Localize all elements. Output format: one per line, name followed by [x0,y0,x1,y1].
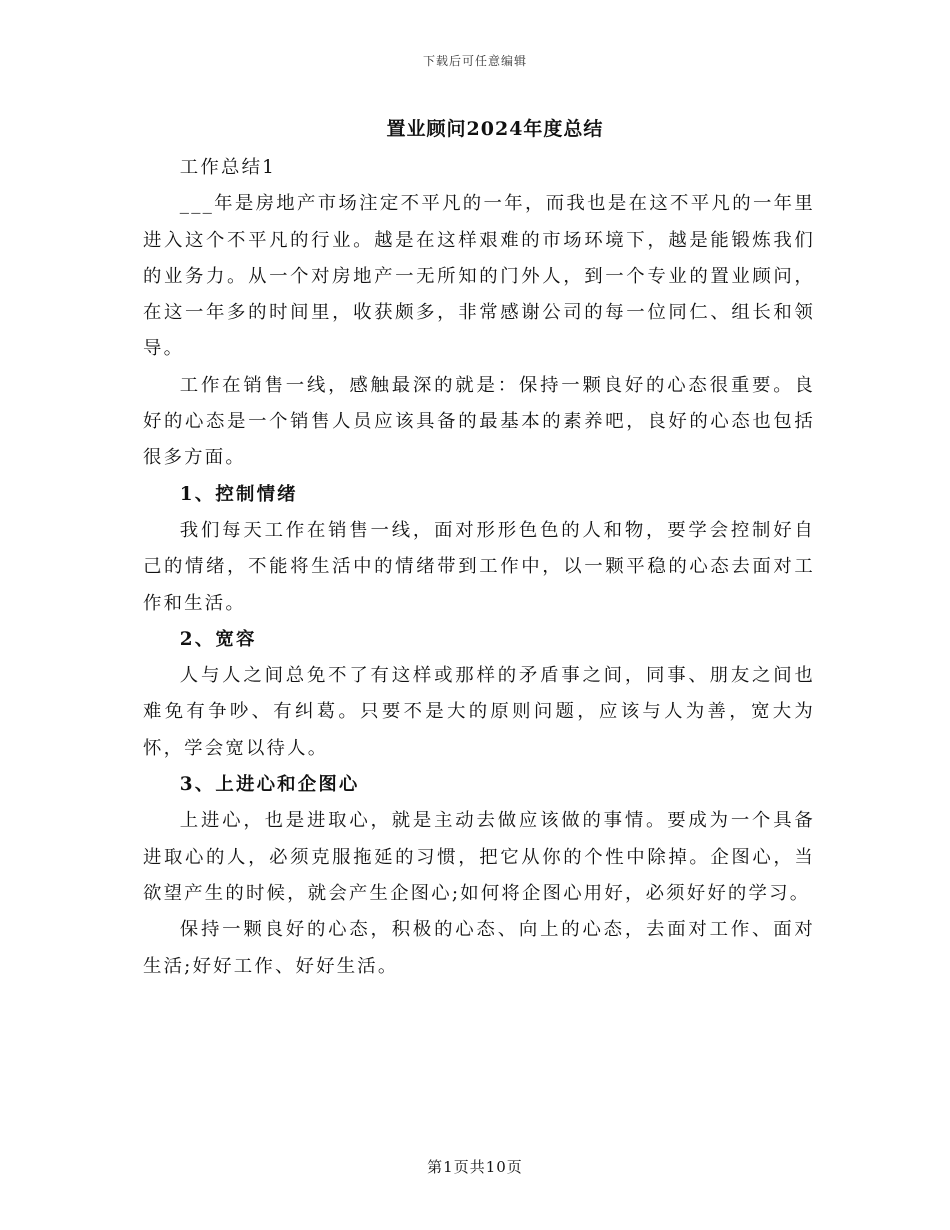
paragraph-intro: ___年是房地产市场注定不平凡的一年，而我也是在这不平凡的一年里进入这个不平凡的行业。越是在这样艰难的市场环境下，越是能锻炼我们的业务力。从一个对房地产一无所知的门外人，到一个专业的置业顾问，在这一年多的时间里，收获颇多，非常感谢公司的每一位同仁、组长和领导。 [143,193,815,360]
page-number-footer: 第1页共10页 [427,1158,523,1176]
section-label: 工作总结1 [179,157,277,178]
paragraph-control-emotion: 我们每天工作在销售一线，面对形形色色的人和物，要学会控制好自己的情绪，不能将生活中的情绪带到工作中，以一颗平稳的心态去面对工作和生活。 [143,519,815,614]
paragraph-tolerance: 人与人之间总免不了有这样或那样的矛盾事之间，同事、朋友之间也难免有争吵、有纠葛。只要不是大的原则问题，应该与人为善，宽大为怀，学会宽以待人。 [143,665,815,759]
heading-tolerance: 2、宽容 [179,628,257,650]
document-body [143,150,815,985]
paragraph-ambition: 上进心，也是进取心，就是主动去做应该做的事情。要成为一个具备进取心的人，必须克服拖延的习惯，把它从你的个性中除掉。企图心，当欲望产生的时候，就会产生企图心;如何将企图心用好，必须好好的学习。 [143,810,815,904]
paragraph-closing: 保持一颗良好的心态，积极的心态、向上的心态，去面对工作、面对生活;好好工作、好好生活。 [143,919,815,977]
heading-control-emotion: 1、控制情绪 [179,483,298,505]
paragraph-attitude: 工作在销售一线，感触最深的就是：保持一颗良好的心态很重要。良好的心态是一个销售人员应该具备的最基本的素养吧，良好的心态也包括很多方面。 [143,374,815,469]
heading-ambition: 3、上进心和企图心 [179,774,360,796]
document-title: 置业顾问2024年度总结 [386,118,604,140]
header-note: 下载后可任意编辑 [422,54,527,68]
